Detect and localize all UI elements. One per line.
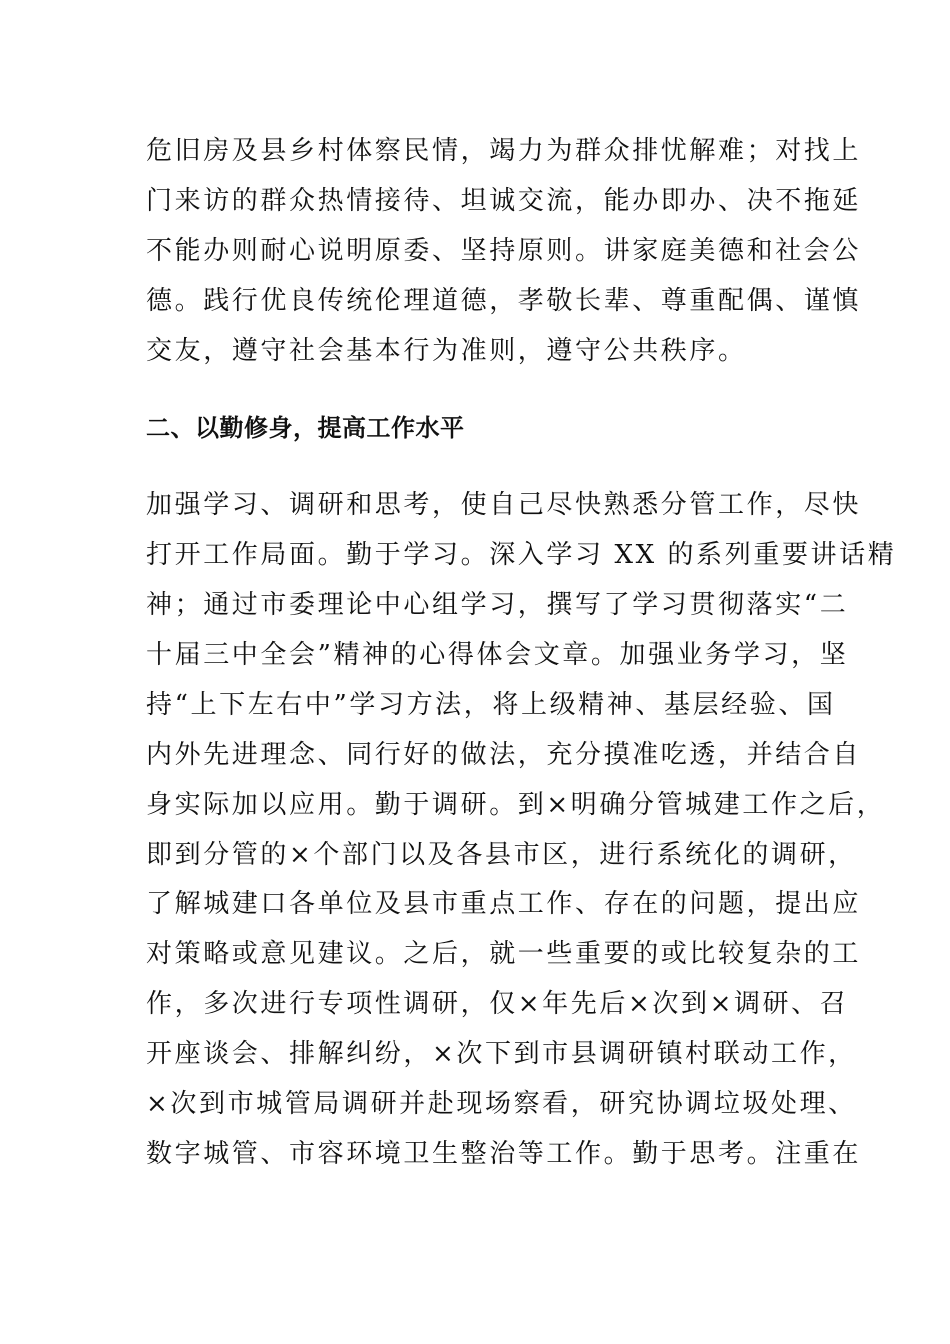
- paragraph-2-line-2: 打开工作局面。勤于学习。深入学习 XX 的系列重要讲话精: [146, 540, 897, 570]
- paragraph-2-line-7: 身实际加以应用。勤于调研。到×明确分管城建工作之后，: [146, 790, 886, 820]
- paragraph-2-line-6: 内外先进理念、同行好的做法，充分摸准吃透，并结合自: [146, 740, 862, 770]
- paragraph-2-line-10: 对策略或意见建议。之后，就一些重要的或比较复杂的工: [146, 939, 862, 969]
- paragraph-2-line-8: 即到分管的×个部门以及各县市区，进行系统化的调研，: [146, 840, 857, 870]
- section-2-heading: 二、以勤修身，提高工作水平: [146, 414, 465, 442]
- paragraph-2-line-9: 了解城建口各单位及县市重点工作、存在的问题，提出应: [146, 889, 862, 919]
- paragraph-1-line-1: 危旧房及县乡村体察民情，竭力为群众排忧解难；对找上: [146, 136, 862, 166]
- paragraph-2-line-3: 神；通过市委理论中心组学习，撰写了学习贯彻落实“二: [146, 590, 849, 620]
- paragraph-2-line-12: 开座谈会、排解纠纷，×次下到市县调研镇村联动工作，: [146, 1039, 857, 1069]
- paragraph-2-line-14: 数字城管、市容环境卫生整治等工作。勤于思考。注重在: [146, 1139, 862, 1169]
- paragraph-2-line-4: 十届三中全会”精神的心得体会文章。加强业务学习，坚: [146, 640, 849, 670]
- paragraph-2-line-5: 持“上下左右中”学习方法，将上级精神、基层经验、国: [146, 690, 836, 720]
- paragraph-2-line-1: 加强学习、调研和思考，使自己尽快熟悉分管工作，尽快: [146, 490, 862, 520]
- paragraph-1-line-5: 交友，遵守社会基本行为准则，遵守公共秩序。: [146, 336, 747, 366]
- paragraph-1-line-3: 不能办则耐心说明原委、坚持原则。讲家庭美德和社会公: [146, 236, 862, 266]
- paragraph-1-line-4: 德。践行优良传统伦理道德，孝敬长辈、尊重配偶、谨慎: [146, 286, 862, 316]
- paragraph-2-line-13: ×次到市城管局调研并赴现场察看，研究协调垃圾处理、: [146, 1089, 857, 1119]
- paragraph-2-line-11: 作，多次进行专项性调研，仅×年先后×次到×调研、召: [146, 989, 849, 1019]
- paragraph-1-line-2: 门来访的群众热情接待、坦诚交流，能办即办、决不拖延: [146, 186, 862, 216]
